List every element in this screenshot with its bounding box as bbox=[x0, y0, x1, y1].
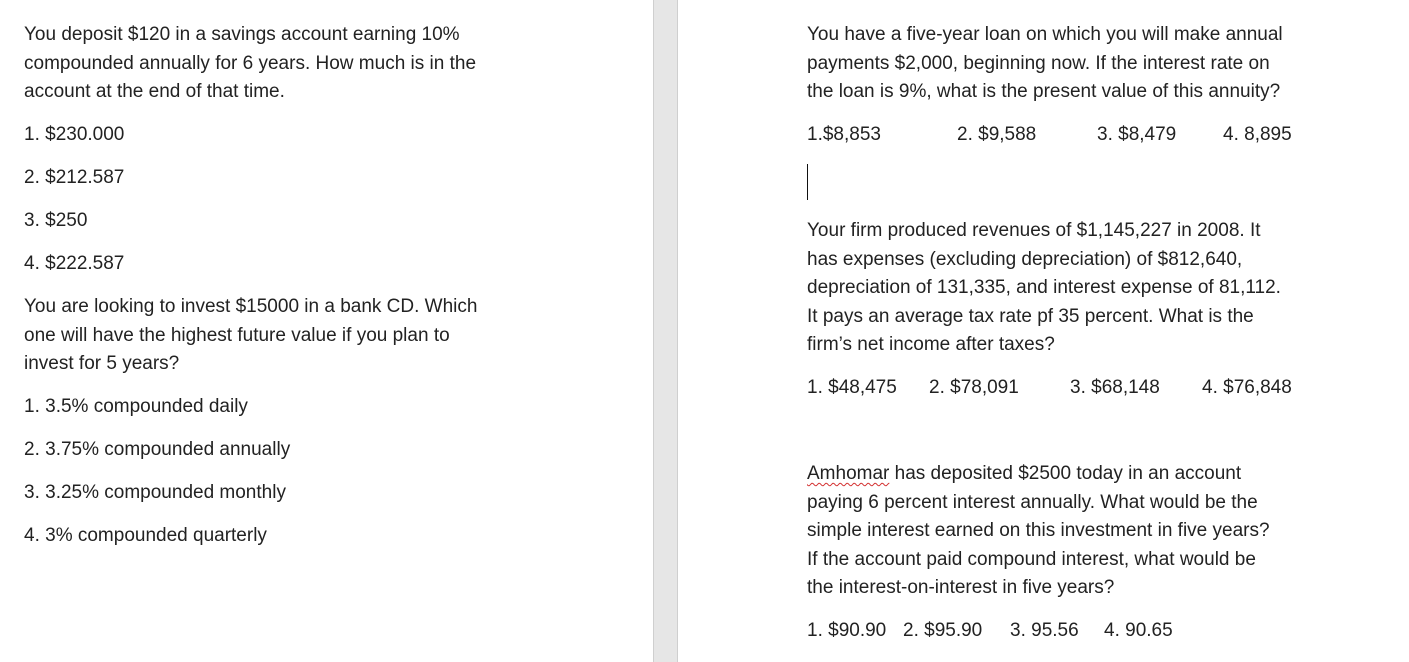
question-1-text-line: compounded annually for 6 years. How much is in the bbox=[24, 53, 477, 74]
question-2-option: 2. 3.75% compounded annually bbox=[24, 439, 291, 460]
question-4-text-line: It pays an average tax rate pf 35 percent. What is the bbox=[807, 306, 1254, 327]
text-cursor bbox=[807, 164, 808, 200]
question-1-option: 4. $222.587 bbox=[24, 253, 125, 274]
question-2-text-line: You are looking to invest $15000 in a bank CD. Which bbox=[24, 296, 478, 317]
spellcheck-flagged-word[interactable]: Amhomar bbox=[807, 463, 890, 484]
question-5-text-line: simple interest earned on this investment in five years? bbox=[807, 520, 1270, 541]
question-5-first-line-rest: has deposited $2500 today in an account bbox=[889, 463, 1242, 484]
document-page-left bbox=[0, 0, 653, 662]
question-4-text-line: Your firm produced revenues of $1,145,227 in 2008. It bbox=[807, 220, 1261, 241]
question-4-text-line: depreciation of 131,335, and interest expense of 81,112. bbox=[807, 277, 1281, 298]
question-3-option: 2. $9,588 bbox=[957, 124, 1037, 145]
question-3-option: 4. 8,895 bbox=[1223, 124, 1292, 145]
question-5-text-line: paying 6 percent interest annually. What would be the bbox=[807, 492, 1258, 513]
question-3-text-line: payments $2,000, beginning now. If the interest rate on bbox=[807, 53, 1270, 74]
question-5-text-line: If the account paid compound interest, what would be bbox=[807, 549, 1256, 570]
question-3-option: 3. $8,479 bbox=[1097, 124, 1177, 145]
question-2-text-line: invest for 5 years? bbox=[24, 353, 180, 374]
question-5-option: 4. 90.65 bbox=[1104, 620, 1173, 641]
page-gutter bbox=[653, 0, 678, 662]
question-2-option: 4. 3% compounded quarterly bbox=[24, 525, 267, 546]
question-3-option: 1.$8,853 bbox=[807, 124, 881, 145]
question-1-text-line: You deposit $120 in a savings account earning 10% bbox=[24, 24, 460, 45]
question-4-option: 1. $48,475 bbox=[807, 377, 897, 398]
question-4-option: 4. $76,848 bbox=[1202, 377, 1292, 398]
question-2-option: 1. 3.5% compounded daily bbox=[24, 396, 248, 417]
question-3-text-line: the loan is 9%, what is the present value of this annuity? bbox=[807, 81, 1281, 102]
question-3-text-line: You have a five-year loan on which you will make annual bbox=[807, 24, 1283, 45]
question-5-text-line: the interest-on-interest in five years? bbox=[807, 577, 1115, 598]
question-4-text-line: firm’s net income after taxes? bbox=[807, 334, 1055, 355]
question-5-option: 1. $90.90 bbox=[807, 620, 887, 641]
question-1-option: 2. $212.587 bbox=[24, 167, 125, 188]
question-5-option: 2. $95.90 bbox=[903, 620, 983, 641]
question-4-text-line: has expenses (excluding depreciation) of $812,640, bbox=[807, 249, 1243, 270]
question-5-option: 3. 95.56 bbox=[1010, 620, 1079, 641]
question-2-option: 3. 3.25% compounded monthly bbox=[24, 482, 286, 503]
question-2-text-line: one will have the highest future value if you plan to bbox=[24, 325, 450, 346]
question-4-option: 3. $68,148 bbox=[1070, 377, 1160, 398]
question-1-text-line: account at the end of that time. bbox=[24, 81, 285, 102]
question-1-option: 1. $230.000 bbox=[24, 124, 125, 145]
question-1-option: 3. $250 bbox=[24, 210, 88, 231]
question-5-text-line bbox=[807, 462, 1241, 486]
question-4-option: 2. $78,091 bbox=[929, 377, 1019, 398]
